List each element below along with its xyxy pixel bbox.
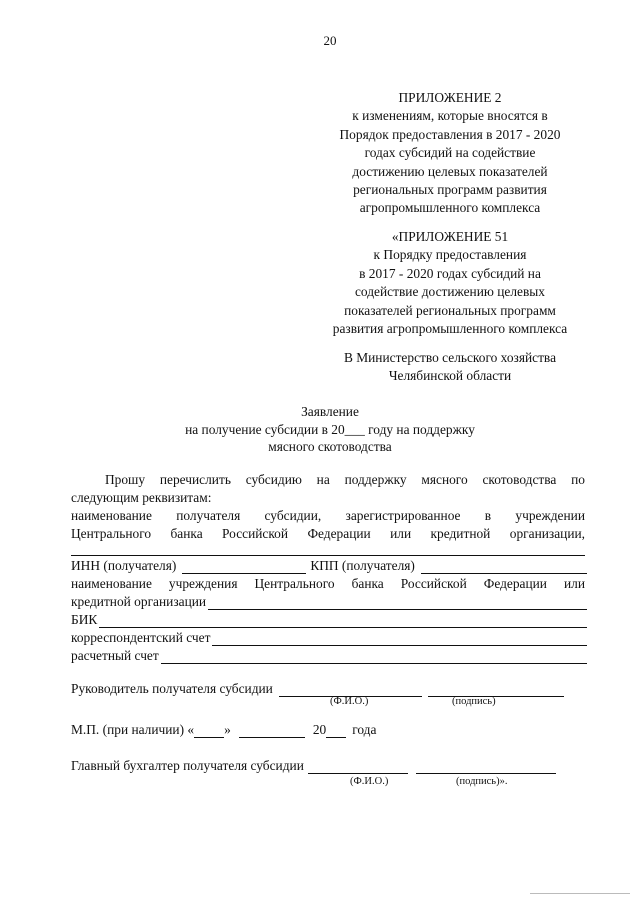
bik-field[interactable] <box>99 616 587 628</box>
inn-field[interactable] <box>182 562 306 574</box>
appendix-51-line: к Порядку предоставления <box>373 247 527 263</box>
addressee-line: В Министерство сельского хозяйства <box>343 350 557 365</box>
statement-title <box>0 403 640 456</box>
scan-artifact <box>530 893 630 894</box>
month-field[interactable] <box>239 726 305 738</box>
stamp-quote-close: » <box>224 722 231 737</box>
bik-label: БИК <box>71 612 98 627</box>
bank-name-field[interactable] <box>208 598 587 610</box>
appendix-51-line: содействие достижению целевых <box>354 284 545 300</box>
request-text-line: Прошу перечислить субсидию на поддержку мясного скотоводства по <box>105 472 585 487</box>
statement-title-line: Заявление <box>301 404 359 419</box>
statement-title-line: мясного скотоводства <box>268 439 392 454</box>
appendix-2-line: годах субсидий на содействие <box>364 145 536 161</box>
recipient-name-label: Центрального банка Российской Федерации или кредитной организации, <box>71 526 585 541</box>
recipient-name-label: наименование получателя субсидии, зарегистрированное в учреждении <box>71 508 585 523</box>
appendix-2-line: Порядок предоставления в 2017 - 2020 <box>339 126 561 142</box>
year-suffix: года <box>352 722 377 737</box>
appendix-2-line: достижению целевых показателей <box>352 163 548 179</box>
year-prefix: 20 <box>312 722 327 737</box>
recipient-name-field[interactable] <box>71 555 585 556</box>
head-signature-caption: (подпись) <box>452 696 496 707</box>
accountant-signature-field[interactable] <box>416 762 556 774</box>
corr-account-row <box>71 630 587 646</box>
appendix-2-line: агропромышленного комплекса <box>359 200 541 216</box>
stamp-date-row <box>71 722 411 738</box>
kpp-field[interactable] <box>421 562 587 574</box>
addressee-line: Челябинской области <box>388 368 512 384</box>
appendix-2-header <box>300 89 600 218</box>
corr-account-label: корреспондентский счет <box>71 630 211 645</box>
accountant-fio-caption: (Ф.И.О.) <box>350 776 389 787</box>
settlement-account-label: расчетный счет <box>71 648 159 663</box>
request-text-line: следующим реквизитам: <box>71 490 212 505</box>
bank-name-label: наименование учреждения Центрального банка Российской Федерации или <box>71 576 585 591</box>
settlement-account-row <box>71 648 587 664</box>
settlement-account-field[interactable] <box>161 652 587 664</box>
stamp-prefix: М.П. (при наличии) « <box>71 722 195 737</box>
head-signature-row <box>71 681 587 697</box>
bik-row <box>71 612 587 628</box>
appendix-51-line: развития агропромышленного комплекса <box>332 321 568 337</box>
day-field[interactable] <box>194 726 224 738</box>
bank-name-row <box>71 594 587 610</box>
accountant-signature-row <box>71 758 587 774</box>
appendix-51-line: в 2017 - 2020 годах субсидий на <box>359 265 541 281</box>
appendix-2-line: ПРИЛОЖЕНИЕ 2 <box>398 90 502 105</box>
head-fio-caption: (Ф.И.О.) <box>330 696 369 707</box>
accountant-fio-field[interactable] <box>308 762 408 774</box>
appendix-2-line: региональных программ развития <box>353 182 547 198</box>
bank-name-label: кредитной организации <box>71 594 207 609</box>
statement-title-line: на получение субсидии в 20___ году на поддержку <box>185 421 475 437</box>
accountant-signature-caption: (подпись)». <box>456 776 508 787</box>
page-number: 20 <box>323 33 337 48</box>
appendix-51-line: «ПРИЛОЖЕНИЕ 51 <box>391 229 509 244</box>
year-field[interactable] <box>326 726 346 738</box>
accountant-label: Главный бухгалтер получателя субсидии <box>71 758 304 773</box>
inn-label: ИНН (получателя) <box>71 558 177 573</box>
addressee-block <box>300 349 600 386</box>
inn-kpp-row <box>71 558 587 574</box>
appendix-2-line: к изменениям, которые вносятся в <box>352 108 548 124</box>
corr-account-field[interactable] <box>212 634 587 646</box>
appendix-51-line: показателей региональных программ <box>344 302 556 318</box>
appendix-51-header <box>300 228 600 338</box>
kpp-label: КПП (получателя) <box>310 558 415 573</box>
head-label: Руководитель получателя субсидии <box>71 681 273 696</box>
